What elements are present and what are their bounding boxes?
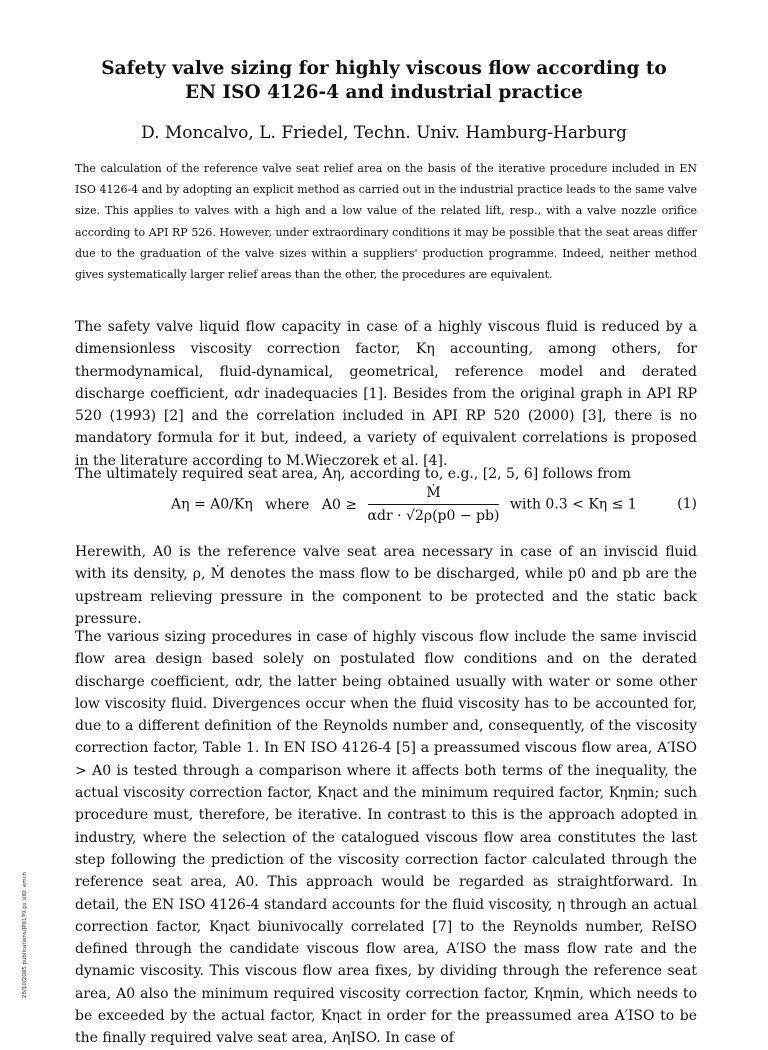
body-paragraph-4: The various sizing procedures in case of highly viscous flow include the same inviscid flow area design based solely on postulated flow conditions and on the derated discharge coefficient, αdr, the latter being obtained usually with water or some other low viscosity fluid. Divergences occur when the fluid viscosity has to be accounted for, due to a different definition of the Reynolds number and, consequently, of the viscosity correction factor, Table 1. In EN ISO 4126-4 [5] a preassumed viscous flow area, A′ISO > A0 is tested through a comparison where it affects both terms of the inequality, the actual viscosity correction factor, Kηact and the minimum required factor, Kηmin; such procedure must, therefore, be iterative. In contrast to this is the approach adopted in industry, where the selection of the catalogued viscous flow area constitutes the last step following the prediction of the viscosity correction factor calculated through the reference seat area, A0. This approach would be regarded as straightforward. In detail, the EN ISO 4126-4 standard accounts for the fluid viscosity, η through an actual correction factor, Kηact biunivocally correlated [7] to the Reynolds number, ReISO defined through the candidate viscous flow area, A′ISO the mass flow rate and the dynamic viscosity. This viscous flow area fixes, by dividing through the reference seat area, A0 also the minimum required viscosity correction factor, Kηmin, which needs to be exceeded by the actual factor, Kηact in order for the preassumed area A′ISO to be the finally required valve seat area, AηISO. In case of	[75, 629, 697, 1047]
fraction-numerator: Ṁ	[368, 484, 500, 505]
title-line-2: EN ISO 4126-4 and industrial practice	[185, 82, 583, 103]
equation-number: (1)	[677, 496, 697, 512]
body-paragraph-1: The safety valve liquid flow capacity in case of a highly viscous fluid is reduced by a dimensionless viscosity correction factor, Kη accounting, among others, for thermodynamical, fluid-dynamical, geometrical, reference model and derated discharge coefficient, αdr inadequacies [1]. Besides from the original graph in API RP 520 (1993) [2] and the correlation included in API RP 520 (2000) [3], there is no mandatory formula for it but, indeed, a variety of equivalent correlations is proposed in the literature according to M.Wieczorek et al. [4].	[75, 319, 697, 469]
body-paragraph-2: The ultimately required seat area, Aη, according to, e.g., [2, 5, 6] follows from	[75, 466, 631, 482]
paper-title	[60, 57, 708, 105]
side-stamp-text: 28/10/2005 publications/JP0179.ps UID: emch	[22, 871, 28, 998]
equation-where: where	[265, 496, 310, 513]
side-stamp	[18, 862, 32, 998]
equation-fraction	[368, 484, 500, 525]
body-paragraph-3: Herewith, A0 is the reference valve seat area necessary in case of an inviscid fluid with its density, ρ, Ṁ denotes the mass flow to be discharged, while p0 and pb are the upstream relieving pressure in the component to be protected and the static back pressure.	[75, 544, 697, 627]
abstract: The calculation of the reference valve seat relief area on the basis of the iterative procedure included in EN ISO 4126-4 and by adopting an explicit method as carried out in the industrial practice leads to the same valve size. This applies to valves with a high and a low value of the related lift, resp., with a valve nozzle orifice according to API RP 526. However, under extraordinary conditions it may be possible that the seat areas differ due to the graduation of the valve sizes within a suppliers' production programme. Indeed, neither method gives systematically larger relief areas than the other, the procedures are equivalent.	[75, 162, 697, 282]
equation-1	[75, 484, 697, 528]
equation-a0-ge: A0 ≥	[321, 496, 358, 513]
equation-condition: with 0.3 < Kη ≤ 1	[509, 496, 637, 513]
author-line: D. Moncalvo, L. Friedel, Techn. Univ. Hamburg-Harburg	[141, 123, 627, 143]
title-line-1: Safety valve sizing for highly viscous flow according to	[101, 58, 667, 79]
equation-body	[171, 484, 637, 525]
equation-lhs: Aη = A0/Kη	[171, 496, 253, 513]
fraction-denominator: αdr · √2ρ(p0 − pb)	[367, 508, 500, 524]
